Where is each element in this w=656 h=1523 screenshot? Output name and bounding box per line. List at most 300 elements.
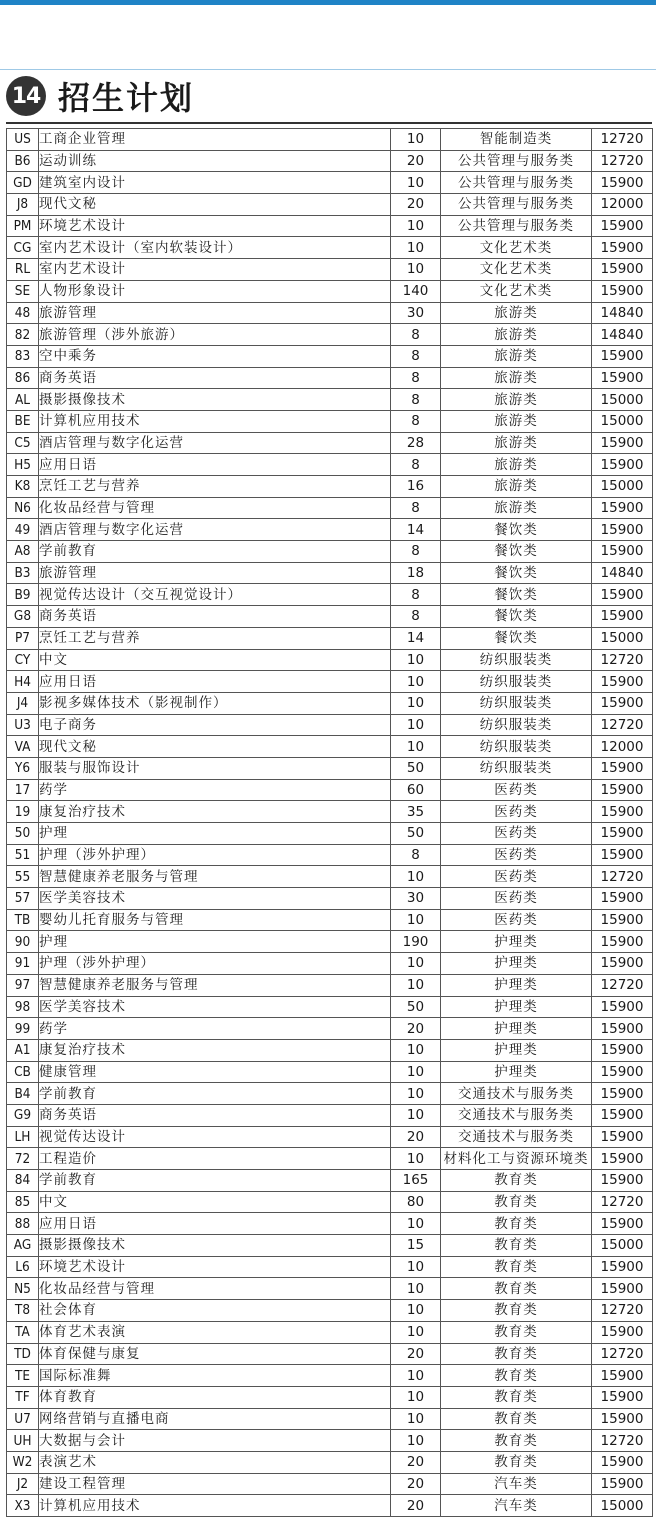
section-number-badge: 14 (6, 76, 46, 116)
table-row (7, 888, 653, 910)
enrollment-quota: 50 (391, 823, 441, 845)
subject-category: 交通技术与服务类 (441, 1104, 592, 1126)
enrollment-quota: 10 (391, 259, 441, 281)
tuition-fee: 15900 (592, 1321, 653, 1343)
major-name: 室内艺术设计 (39, 259, 391, 281)
enrollment-quota: 10 (391, 692, 441, 714)
tuition-fee: 15900 (592, 1365, 653, 1387)
major-code: 88 (7, 1213, 39, 1235)
subject-category: 餐饮类 (441, 627, 592, 649)
subject-category: 护理类 (441, 931, 592, 953)
major-code: RL (7, 259, 39, 281)
table-row (7, 324, 653, 346)
major-name: 护理（涉外护理） (39, 953, 391, 975)
subject-category: 教育类 (441, 1343, 592, 1365)
major-code: 17 (7, 779, 39, 801)
tuition-fee: 15900 (592, 432, 653, 454)
major-name: 建筑室内设计 (39, 172, 391, 194)
major-code: US (7, 129, 39, 151)
tuition-fee: 15900 (592, 801, 653, 823)
major-code: PM (7, 215, 39, 237)
subject-category: 教育类 (441, 1430, 592, 1452)
tuition-fee: 15900 (592, 215, 653, 237)
subject-category: 材料化工与资源环境类 (441, 1148, 592, 1170)
major-name: 国际标准舞 (39, 1365, 391, 1387)
major-code: T8 (7, 1300, 39, 1322)
subject-category: 教育类 (441, 1300, 592, 1322)
enrollment-quota: 20 (391, 150, 441, 172)
major-code: TB (7, 909, 39, 931)
major-code: 97 (7, 974, 39, 996)
subject-category: 教育类 (441, 1451, 592, 1473)
table-row (7, 866, 653, 888)
enrollment-quota: 50 (391, 757, 441, 779)
table-row (7, 519, 653, 541)
enrollment-quota: 8 (391, 389, 441, 411)
major-name: 空中乘务 (39, 345, 391, 367)
table-row (7, 692, 653, 714)
tuition-fee: 12720 (592, 129, 653, 151)
subject-category: 旅游类 (441, 497, 592, 519)
subject-category: 餐饮类 (441, 606, 592, 628)
major-name: 影视多媒体技术（影视制作） (39, 692, 391, 714)
section-header (6, 76, 194, 116)
tuition-fee: 12000 (592, 194, 653, 216)
enrollment-quota: 10 (391, 237, 441, 259)
major-name: 服装与服饰设计 (39, 757, 391, 779)
major-code: SE (7, 280, 39, 302)
subject-category: 教育类 (441, 1191, 592, 1213)
enrollment-quota: 10 (391, 1365, 441, 1387)
major-name: 化妆品经营与管理 (39, 1278, 391, 1300)
enrollment-quota: 14 (391, 627, 441, 649)
major-name: 建设工程管理 (39, 1473, 391, 1495)
major-name: 网络营销与直播电商 (39, 1408, 391, 1430)
tuition-fee: 15900 (592, 454, 653, 476)
enrollment-quota: 30 (391, 888, 441, 910)
enrollment-quota: 8 (391, 410, 441, 432)
major-name: 商务英语 (39, 606, 391, 628)
major-name: 应用日语 (39, 671, 391, 693)
table-row (7, 345, 653, 367)
subject-category: 汽车类 (441, 1495, 592, 1517)
major-name: 婴幼儿托育服务与管理 (39, 909, 391, 931)
enrollment-quota: 14 (391, 519, 441, 541)
table-row (7, 1321, 653, 1343)
enrollment-quota: 20 (391, 194, 441, 216)
major-code: CB (7, 1061, 39, 1083)
major-code: AG (7, 1235, 39, 1257)
table-row (7, 1430, 653, 1452)
major-code: W2 (7, 1451, 39, 1473)
major-code: 82 (7, 324, 39, 346)
subject-category: 纺织服装类 (441, 649, 592, 671)
table-row (7, 1126, 653, 1148)
tuition-fee: 12720 (592, 649, 653, 671)
table-row (7, 996, 653, 1018)
major-code: A8 (7, 541, 39, 563)
tuition-fee: 15900 (592, 1408, 653, 1430)
table-row (7, 259, 653, 281)
table-row (7, 844, 653, 866)
major-code: N6 (7, 497, 39, 519)
major-name: 人物形象设计 (39, 280, 391, 302)
major-code: B9 (7, 584, 39, 606)
subject-category: 餐饮类 (441, 541, 592, 563)
subject-category: 旅游类 (441, 432, 592, 454)
tuition-fee: 14840 (592, 324, 653, 346)
subject-category: 纺织服装类 (441, 714, 592, 736)
enrollment-quota: 10 (391, 129, 441, 151)
table-row (7, 1386, 653, 1408)
major-name: 室内艺术设计（室内软装设计） (39, 237, 391, 259)
table-row (7, 714, 653, 736)
enrollment-quota: 10 (391, 1278, 441, 1300)
tuition-fee: 15900 (592, 1256, 653, 1278)
table-row (7, 606, 653, 628)
enrollment-quota: 8 (391, 844, 441, 866)
major-code: 72 (7, 1148, 39, 1170)
tuition-fee: 15900 (592, 541, 653, 563)
enrollment-quota: 10 (391, 1386, 441, 1408)
subject-category: 教育类 (441, 1213, 592, 1235)
table-row (7, 562, 653, 584)
major-name: 环境艺术设计 (39, 215, 391, 237)
major-name: 中文 (39, 649, 391, 671)
tuition-fee: 15000 (592, 476, 653, 498)
tuition-fee: 15900 (592, 888, 653, 910)
major-name: 烹饪工艺与营养 (39, 476, 391, 498)
major-code: H5 (7, 454, 39, 476)
tuition-fee: 12000 (592, 736, 653, 758)
tuition-fee: 15900 (592, 779, 653, 801)
major-code: H4 (7, 671, 39, 693)
table-row (7, 1256, 653, 1278)
enrollment-quota: 8 (391, 497, 441, 519)
table-row (7, 215, 653, 237)
tuition-fee: 15900 (592, 931, 653, 953)
table-row (7, 909, 653, 931)
major-name: 体育教育 (39, 1386, 391, 1408)
major-name: 大数据与会计 (39, 1430, 391, 1452)
enrollment-quota: 10 (391, 671, 441, 693)
subject-category: 汽车类 (441, 1473, 592, 1495)
enrollment-quota: 10 (391, 1408, 441, 1430)
major-code: 19 (7, 801, 39, 823)
tuition-fee: 15900 (592, 1039, 653, 1061)
table-row (7, 541, 653, 563)
major-name: 运动训练 (39, 150, 391, 172)
enrollment-quota: 10 (391, 215, 441, 237)
enrollment-quota: 10 (391, 172, 441, 194)
subject-category: 教育类 (441, 1278, 592, 1300)
tuition-fee: 15900 (592, 172, 653, 194)
major-code: 49 (7, 519, 39, 541)
major-code: AL (7, 389, 39, 411)
major-name: 学前教育 (39, 541, 391, 563)
major-name: 工程造价 (39, 1148, 391, 1170)
subject-category: 护理类 (441, 996, 592, 1018)
table-row (7, 302, 653, 324)
enrollment-quota: 10 (391, 1430, 441, 1452)
enrollment-quota: 10 (391, 974, 441, 996)
tuition-fee: 15900 (592, 280, 653, 302)
table-row (7, 129, 653, 151)
subject-category: 护理类 (441, 1018, 592, 1040)
subject-category: 护理类 (441, 1061, 592, 1083)
major-code: J2 (7, 1473, 39, 1495)
table-row (7, 367, 653, 389)
enrollment-quota: 10 (391, 1321, 441, 1343)
subject-category: 纺织服装类 (441, 736, 592, 758)
table-row (7, 671, 653, 693)
subject-category: 护理类 (441, 1039, 592, 1061)
major-code: TE (7, 1365, 39, 1387)
tuition-fee: 15900 (592, 367, 653, 389)
major-name: 旅游管理 (39, 302, 391, 324)
subject-category: 医药类 (441, 909, 592, 931)
enrollment-quota: 10 (391, 1083, 441, 1105)
tuition-fee: 15900 (592, 1083, 653, 1105)
major-code: K8 (7, 476, 39, 498)
tuition-fee: 14840 (592, 302, 653, 324)
subject-category: 公共管理与服务类 (441, 172, 592, 194)
major-name: 药学 (39, 779, 391, 801)
tuition-fee: 15900 (592, 606, 653, 628)
enrollment-quota: 140 (391, 280, 441, 302)
major-code: B3 (7, 562, 39, 584)
major-code: J8 (7, 194, 39, 216)
subject-category: 医药类 (441, 866, 592, 888)
tuition-fee: 15900 (592, 671, 653, 693)
major-name: 计算机应用技术 (39, 410, 391, 432)
major-name: 旅游管理（涉外旅游） (39, 324, 391, 346)
tuition-fee: 15900 (592, 259, 653, 281)
heading-divider (0, 69, 656, 70)
subject-category: 医药类 (441, 801, 592, 823)
major-name: 体育保健与康复 (39, 1343, 391, 1365)
major-name: 烹饪工艺与营养 (39, 627, 391, 649)
subject-category: 智能制造类 (441, 129, 592, 151)
table-row (7, 389, 653, 411)
table-row (7, 1300, 653, 1322)
subject-category: 旅游类 (441, 410, 592, 432)
enrollment-quota: 60 (391, 779, 441, 801)
tuition-fee: 15900 (592, 1018, 653, 1040)
table-row (7, 476, 653, 498)
subject-category: 交通技术与服务类 (441, 1126, 592, 1148)
tuition-fee: 12720 (592, 1343, 653, 1365)
major-name: 护理 (39, 823, 391, 845)
major-code: J4 (7, 692, 39, 714)
major-code: C5 (7, 432, 39, 454)
major-code: 84 (7, 1170, 39, 1192)
enrollment-quota: 165 (391, 1170, 441, 1192)
subject-category: 旅游类 (441, 476, 592, 498)
major-code: CG (7, 237, 39, 259)
subject-category: 旅游类 (441, 324, 592, 346)
table-row (7, 1018, 653, 1040)
major-code: CY (7, 649, 39, 671)
table-row (7, 757, 653, 779)
major-name: 酒店管理与数字化运营 (39, 432, 391, 454)
page-title: 招生计划 (58, 79, 195, 117)
table-row (7, 1278, 653, 1300)
tuition-fee: 15000 (592, 1495, 653, 1517)
major-name: 现代文秘 (39, 736, 391, 758)
tuition-fee: 15900 (592, 692, 653, 714)
subject-category: 旅游类 (441, 367, 592, 389)
enrollment-quota: 20 (391, 1343, 441, 1365)
major-name: 应用日语 (39, 454, 391, 476)
table-row (7, 1170, 653, 1192)
title-underline (6, 122, 652, 124)
tuition-fee: 15900 (592, 1170, 653, 1192)
major-code: GD (7, 172, 39, 194)
tuition-fee: 15000 (592, 389, 653, 411)
enrollment-quota: 10 (391, 736, 441, 758)
tuition-fee: 15900 (592, 584, 653, 606)
major-name: 视觉传达设计（交互视觉设计） (39, 584, 391, 606)
major-name: 社会体育 (39, 1300, 391, 1322)
enrollment-quota: 10 (391, 909, 441, 931)
tuition-fee: 15900 (592, 1104, 653, 1126)
table-row (7, 736, 653, 758)
major-name: 工商企业管理 (39, 129, 391, 151)
subject-category: 公共管理与服务类 (441, 215, 592, 237)
major-code: 91 (7, 953, 39, 975)
major-code: 90 (7, 931, 39, 953)
enrollment-quota: 8 (391, 606, 441, 628)
subject-category: 教育类 (441, 1365, 592, 1387)
enrollment-quota: 20 (391, 1451, 441, 1473)
major-code: P7 (7, 627, 39, 649)
enrollment-quota: 10 (391, 953, 441, 975)
major-code: G8 (7, 606, 39, 628)
major-name: 护理（涉外护理） (39, 844, 391, 866)
enrollment-quota: 30 (391, 302, 441, 324)
major-code: TF (7, 1386, 39, 1408)
enrollment-quota: 8 (391, 324, 441, 346)
table-row (7, 649, 653, 671)
table-row (7, 280, 653, 302)
tuition-fee: 12720 (592, 1300, 653, 1322)
major-name: 商务英语 (39, 1104, 391, 1126)
major-code: G9 (7, 1104, 39, 1126)
major-name: 酒店管理与数字化运营 (39, 519, 391, 541)
major-code: N5 (7, 1278, 39, 1300)
subject-category: 纺织服装类 (441, 757, 592, 779)
tuition-fee: 15900 (592, 909, 653, 931)
subject-category: 护理类 (441, 953, 592, 975)
subject-category: 旅游类 (441, 302, 592, 324)
major-name: 医学美容技术 (39, 888, 391, 910)
tuition-fee: 15000 (592, 410, 653, 432)
tuition-fee: 15900 (592, 1451, 653, 1473)
major-code: U3 (7, 714, 39, 736)
subject-category: 教育类 (441, 1235, 592, 1257)
major-code: U7 (7, 1408, 39, 1430)
major-name: 电子商务 (39, 714, 391, 736)
major-name: 环境艺术设计 (39, 1256, 391, 1278)
major-code: TD (7, 1343, 39, 1365)
major-code: 55 (7, 866, 39, 888)
major-code: 51 (7, 844, 39, 866)
table-row (7, 497, 653, 519)
subject-category: 餐饮类 (441, 562, 592, 584)
subject-category: 文化艺术类 (441, 280, 592, 302)
major-code: Y6 (7, 757, 39, 779)
subject-category: 餐饮类 (441, 519, 592, 541)
enrollment-quota: 10 (391, 1039, 441, 1061)
subject-category: 公共管理与服务类 (441, 150, 592, 172)
tuition-fee: 15000 (592, 627, 653, 649)
table-row (7, 1061, 653, 1083)
major-name: 康复治疗技术 (39, 801, 391, 823)
major-name: 学前教育 (39, 1170, 391, 1192)
table-row (7, 801, 653, 823)
tuition-fee: 15900 (592, 1278, 653, 1300)
subject-category: 旅游类 (441, 389, 592, 411)
major-name: 旅游管理 (39, 562, 391, 584)
major-name: 健康管理 (39, 1061, 391, 1083)
table-row (7, 1213, 653, 1235)
subject-category: 教育类 (441, 1321, 592, 1343)
enrollment-quota: 10 (391, 714, 441, 736)
enrollment-quota: 20 (391, 1018, 441, 1040)
major-code: 50 (7, 823, 39, 845)
enrollment-quota: 10 (391, 1061, 441, 1083)
major-code: L6 (7, 1256, 39, 1278)
table-row (7, 432, 653, 454)
tuition-fee: 15900 (592, 237, 653, 259)
subject-category: 教育类 (441, 1256, 592, 1278)
table-row (7, 1104, 653, 1126)
subject-category: 医药类 (441, 844, 592, 866)
major-name: 智慧健康养老服务与管理 (39, 866, 391, 888)
major-code: 57 (7, 888, 39, 910)
major-code: 85 (7, 1191, 39, 1213)
table-row (7, 1083, 653, 1105)
major-code: 86 (7, 367, 39, 389)
tuition-fee: 14840 (592, 562, 653, 584)
major-name: 计算机应用技术 (39, 1495, 391, 1517)
table-row (7, 931, 653, 953)
tuition-fee: 12720 (592, 974, 653, 996)
enrollment-quota: 8 (391, 454, 441, 476)
major-code: UH (7, 1430, 39, 1452)
enrollment-plan-body (7, 129, 653, 1517)
table-row (7, 194, 653, 216)
tuition-fee: 12720 (592, 1191, 653, 1213)
major-name: 商务英语 (39, 367, 391, 389)
enrollment-quota: 8 (391, 345, 441, 367)
major-code: 98 (7, 996, 39, 1018)
major-name: 体育艺术表演 (39, 1321, 391, 1343)
table-row (7, 953, 653, 975)
major-code: LH (7, 1126, 39, 1148)
enrollment-quota: 10 (391, 1300, 441, 1322)
major-name: 摄影摄像技术 (39, 389, 391, 411)
enrollment-quota: 20 (391, 1473, 441, 1495)
major-code: VA (7, 736, 39, 758)
major-name: 视觉传达设计 (39, 1126, 391, 1148)
major-name: 现代文秘 (39, 194, 391, 216)
tuition-fee: 15900 (592, 519, 653, 541)
subject-category: 旅游类 (441, 454, 592, 476)
tuition-fee: 12720 (592, 1430, 653, 1452)
major-code: TA (7, 1321, 39, 1343)
